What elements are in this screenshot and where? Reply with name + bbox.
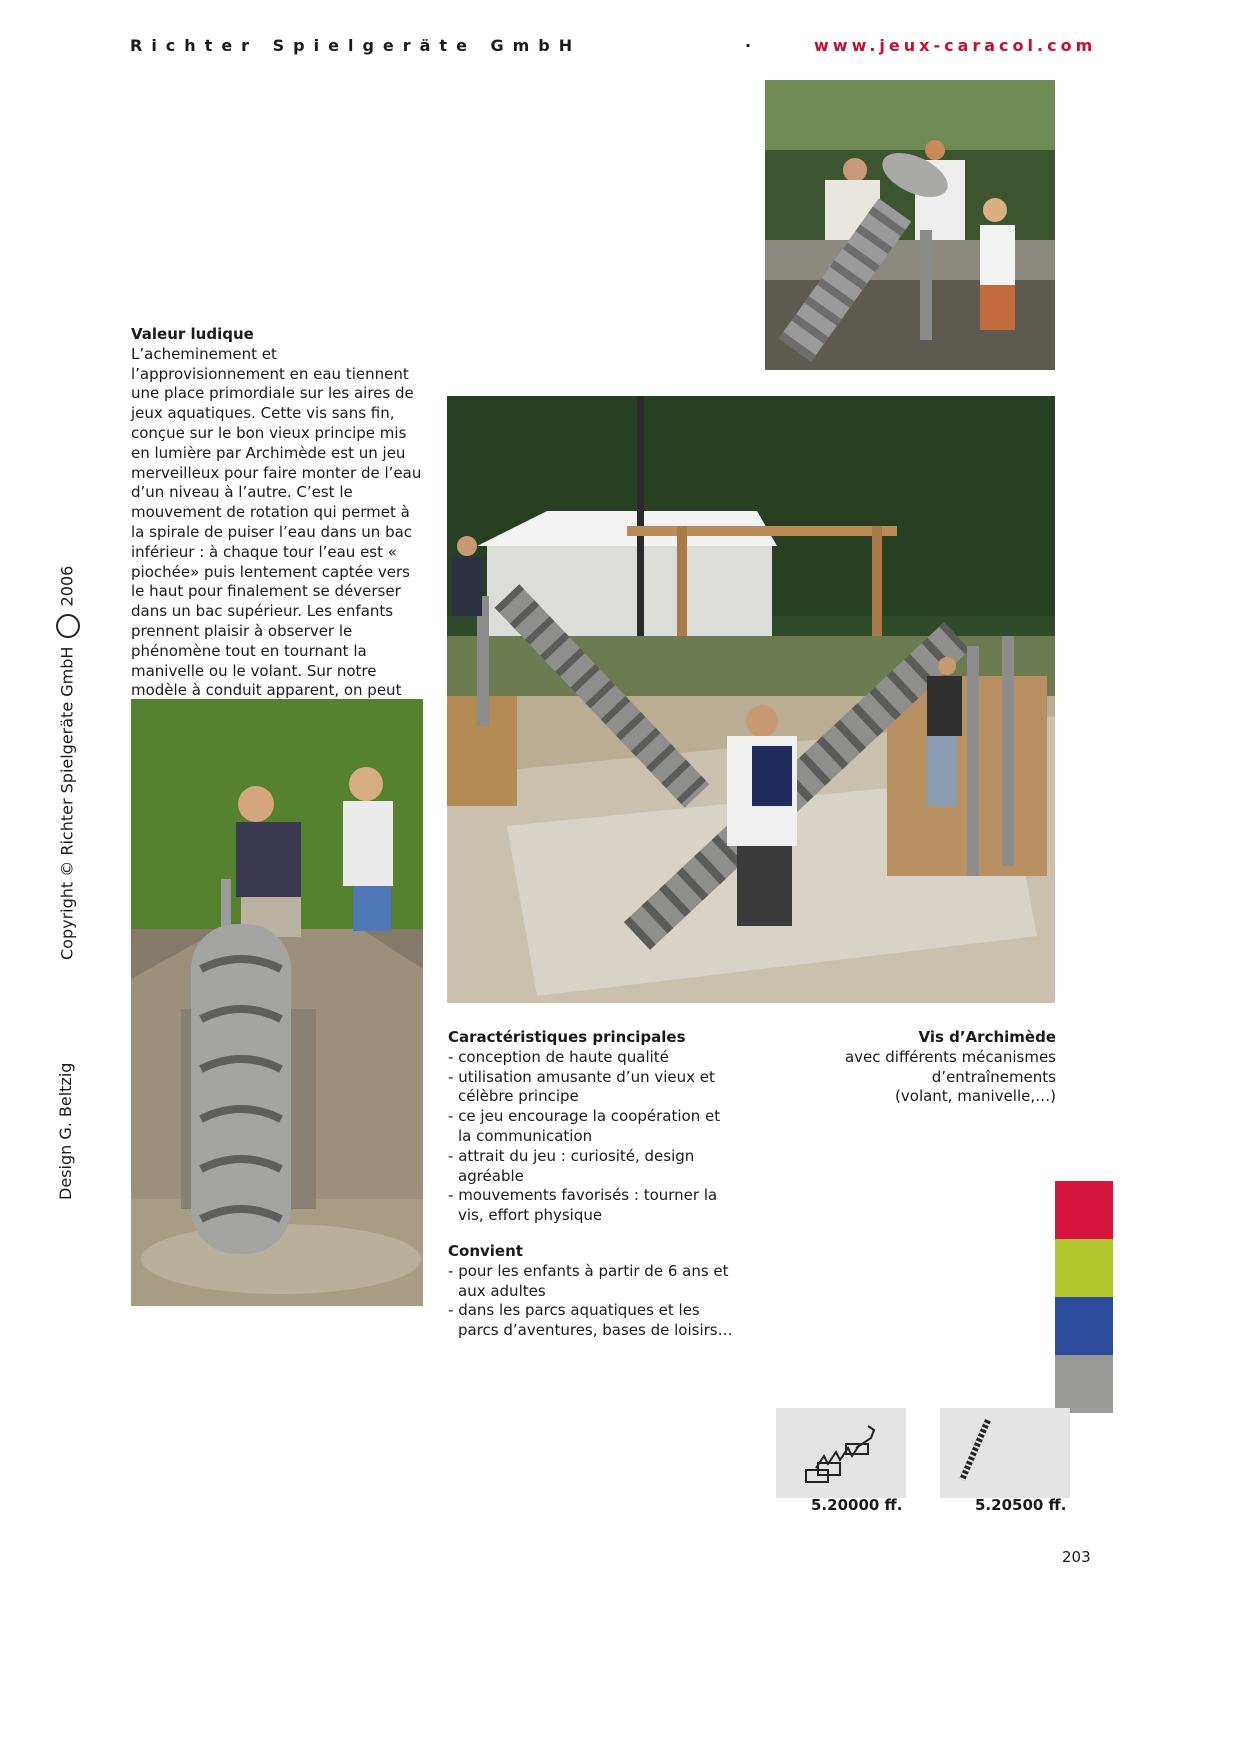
color-tab-grey[interactable] [1055,1355,1113,1413]
copyright-note [56,566,80,960]
photo-boys-with-screw [131,699,423,1306]
intro-paragraph: L’acheminement et l’approvisionnement en eau tiennent une place primordiale sur les aires de jeux aquatiques. Cette vis sans fin, conçue sur le bon vieux principe mis en lumière par Archimède est un jeu merveilleux pour faire monter de l’eau d’un niveau à l’autre. C’est le mouvement de rotation qui permet à la spirale de puiser l’eau dans un bac inférieur : à chaque tour l’eau est « piochée» puis lentement captée vers le haut pour finalement se déverser dans un bac supérieur. Les enfants prennent plaisir à observer le phénomène tout en tournant la manivelle ou le volant. Sur notre modèle à conduit apparent, on peut [131,344,422,700]
model-code: 5.20000 ff. [811,1496,903,1514]
photo-children-turning-wheel [765,80,1055,370]
header-company: Richter Spielgeräte GmbH [130,36,582,55]
list-item: - mouvements favorisés : tourner la vis, effort physique [448,1186,738,1226]
intro-heading: Valeur ludique [131,325,254,343]
list-item: - dans les parcs aquatiques et les parcs d’aventures, bases de loisirs… [448,1301,738,1341]
header-separator: · [745,36,761,55]
product-name: Vis d’Archimède [918,1028,1056,1046]
color-tab-green[interactable] [1055,1239,1113,1297]
list-item: - attrait du jeu : curiosité, design agréable [448,1147,738,1187]
features-heading: Caractéristiques principales [448,1028,686,1046]
product-block [745,1028,1056,1107]
list-item: - pour les enfants à partir de 6 ans et aux adultes [448,1262,738,1302]
features-block [448,1028,738,1341]
color-tab-red[interactable] [1055,1181,1113,1239]
product-desc-line1: avec différents mécanismes d’entraînements [844,1047,1056,1086]
copyright-year: 2006 [57,565,77,607]
list-item: - conception de haute qualité [448,1048,738,1068]
list-item: - utilisation amusante d’un vieux et célèbre principe [448,1068,738,1108]
color-tab-blue[interactable] [1055,1297,1113,1355]
archimedes-screw-with-crank-icon [776,1408,906,1498]
list-item: - ce jeu encourage la coopération et la communication [448,1107,738,1147]
model-code: 5.20500 ff. [975,1496,1067,1514]
beltzig-logo [56,614,80,638]
suitable-heading: Convient [448,1241,523,1260]
page-number: 203 [1062,1548,1091,1566]
features-list [448,1048,738,1226]
photo-water-playground [447,396,1055,1003]
design-credit: Design G. Beltzig [56,1062,75,1200]
product-desc-line2: (volant, manivelle,…) [895,1087,1056,1106]
copyright-text: Copyright © Richter Spielgeräte GmbH [57,646,77,960]
header-url[interactable]: www.jeux-caracol.com [814,36,1097,55]
suitable-list [448,1262,738,1341]
archimedes-screw-icon [940,1408,1070,1498]
